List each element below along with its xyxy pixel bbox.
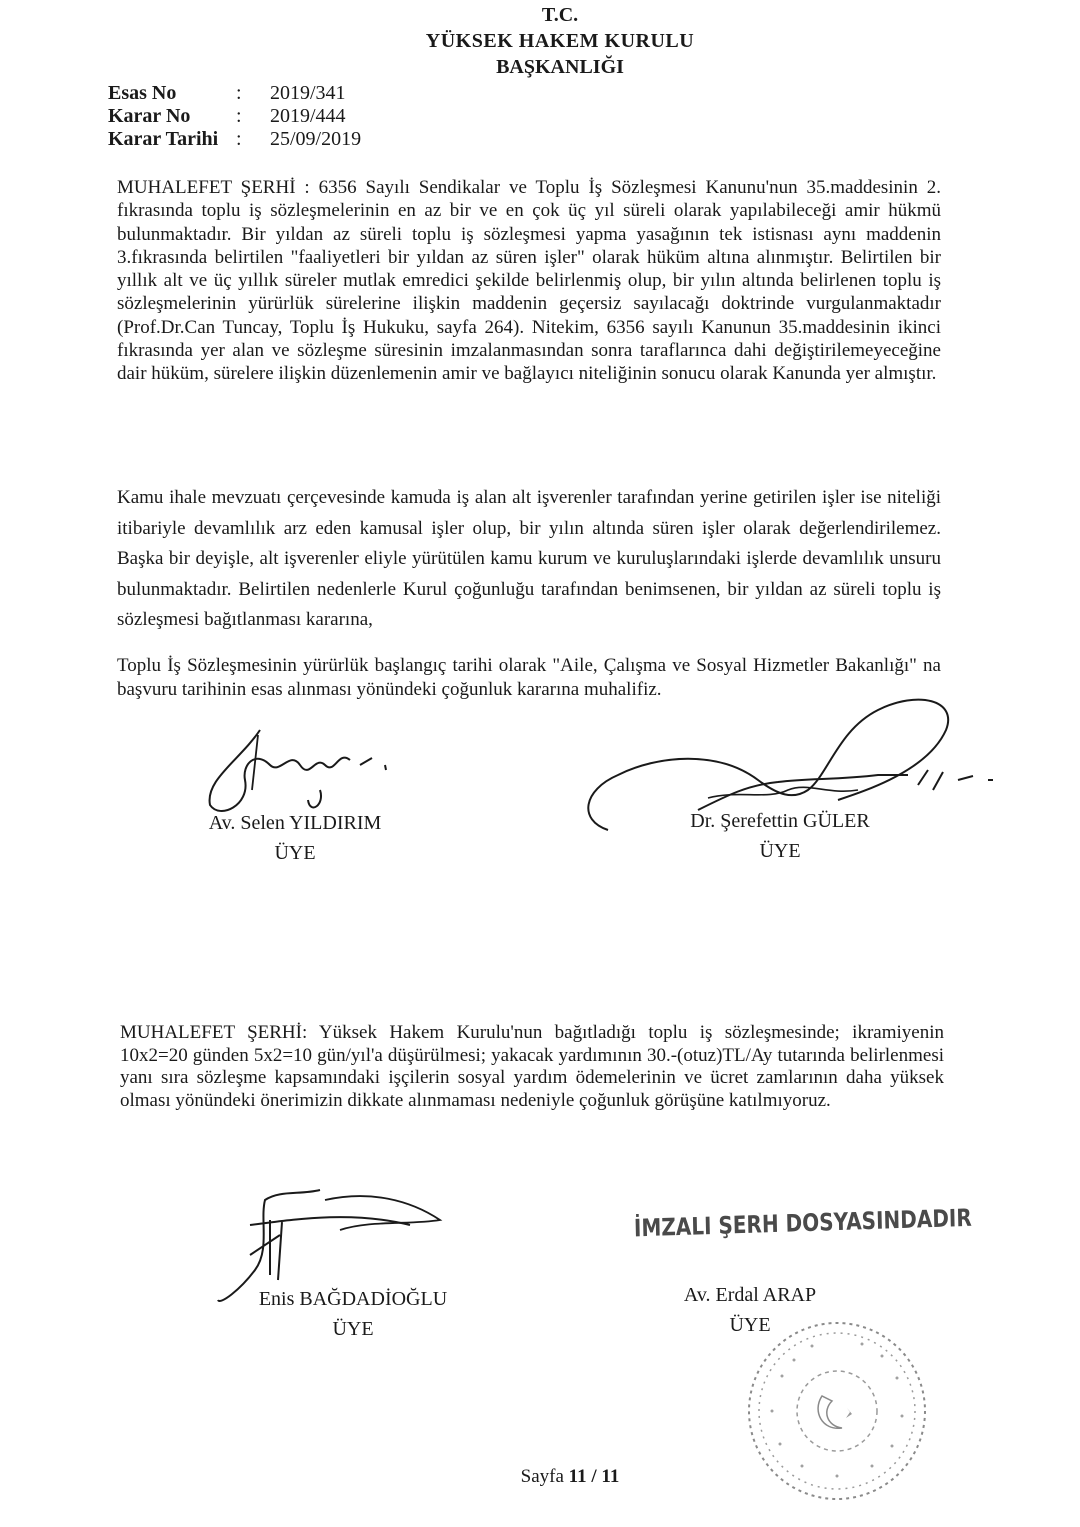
signer-role: ÜYE [729, 1314, 771, 1336]
signer-role: ÜYE [332, 1318, 374, 1340]
signature-block-bagdadioglu [238, 1284, 468, 1344]
page-prefix: Sayfa [520, 1466, 564, 1487]
case-row-tarih [108, 128, 361, 151]
case-value: 2019/341 [270, 82, 346, 104]
case-colon: : [236, 105, 242, 127]
case-label: Esas No [108, 82, 177, 104]
case-colon: : [236, 128, 242, 150]
signer-name: Av. Selen YILDIRIM [208, 812, 382, 834]
page-number: 11 / 11 [568, 1466, 620, 1487]
case-info [108, 82, 361, 151]
case-colon: : [236, 82, 242, 104]
signer-role: ÜYE [274, 842, 316, 864]
header-institution: YÜKSEK HAKEM KURULU [425, 30, 695, 52]
header-country: T.C. [541, 4, 579, 26]
dissent-2-paragraph: MUHALEFET ŞERHİ: Yüksek Hakem Kurulu'nun bağıtladığı toplu iş sözleşmesinde; ikramiyenin 10x2=20 günden 5x2=10 gün/yıl'a düşürülmesi; yakacak yardımının 30.-(otuz)TL/Ay tutarında belirlenmesi yanı sıra sözleşme kapsamındaki işçilerin sosyal yardım ödemelerinin ve ücret zamlarının daha yüksek olması yönündeki önerimizin dikkate alınmaması nedeniyle çoğunluk görüşüne katılmıyoruz. [120, 1022, 944, 1111]
case-value: 2019/444 [270, 105, 346, 127]
dissent-1-paragraph-3: Toplu İş Sözleşmesinin yürürlük başlangıç tarihi olarak "Aile, Çalışma ve Sosyal Hizmetler Bakanlığı" na başvuru tarihinin esas alınması yönündeki çoğunluk kararına muhalifiz. [117, 655, 941, 700]
header-office: BAŞKANLIĞI [496, 56, 624, 78]
dissent-1-paragraph-1: MUHALEFET ŞERHİ : 6356 Sayılı Sendikalar ve Toplu İş Sözleşmesi Kanunu'nun 35.maddesinin 2. fıkrasında toplu iş sözleşmelerinin en az bir ve en çok üç yıl süreli olarak yapılabileceği amir hükmü bulunmaktadır. Bir yıldan az süreli toplu iş sözleşmesi yapma yasağının tek istisnası aynı maddenin 3.fıkrasında belirtilen "faaliyetleri bir yıldan az süren işler" olarak hüküm altına alınmıştır. Belirtilen bir yıllık alt ve üç yıllık süreler mutlak emredici şekilde belirlenmiş olup, bir yılın altında belirlenen toplu iş sözleşmelerinin yürürlük sürelerine ilişkin maddenin geçersiz sayılacağı doktrinde vurgulanmaktadır (Prof.Dr.Can Tuncay, Toplu İş Hukuku, sayfa 264). Nitekim, 6356 sayılı Kanunun 35.maddesinin ikinci fıkrasında yer alan ve sözleşme süresinin imzalanmasından sonra taraflarınca dahi değiştirilemeyeceğine dair hüküm, sürelere ilişkin düzenlemenin amir ve bağlayıcı niteliğinin sonucu olarak Kanunda yer almıştır. [117, 177, 941, 385]
case-value: 25/09/2019 [270, 128, 362, 150]
signature-on-file-stamp: İMZALI ŞERH DOSYASINDADIR [633, 1202, 973, 1243]
case-row-karar [108, 105, 361, 128]
case-row-esas [108, 82, 361, 105]
signer-name: Enis BAĞDADİOĞLU [258, 1288, 448, 1310]
dissent-1-paragraph-2: Kamu ihale mevzuatı çerçevesinde kamuda iş alan alt işverenler tarafından yerine getirilen işler ise niteliği itibariyle devamlılık arz eden kamusal işler olup, bir yılın altında süren işler olarak değerlendirilemez. Başka bir deyişle, alt işverenler eliyle yürütülen kamu kurum ve kuruluşlarındaki işlerde devamlılık unsuru bulunmaktadır. Belirtilen nedenlerle Kurul çoğunluğu tarafından benimsenen, bir yıldan az süreli toplu iş sözleşmesi bağıtlanması kararına, [117, 487, 941, 630]
signer-role: ÜYE [759, 840, 801, 862]
page-footer [470, 1466, 670, 1488]
case-label: Karar No [108, 105, 191, 127]
signer-name: Dr. Şerefettin GÜLER [690, 810, 870, 832]
signer-name: Av. Erdal ARAP [683, 1284, 817, 1306]
official-seal [742, 1316, 932, 1506]
case-label: Karar Tarihi [108, 128, 219, 150]
signature-block-guler [670, 806, 890, 866]
signature-block-yildirim [190, 808, 400, 868]
signature-scribble-yildirim [200, 710, 400, 820]
